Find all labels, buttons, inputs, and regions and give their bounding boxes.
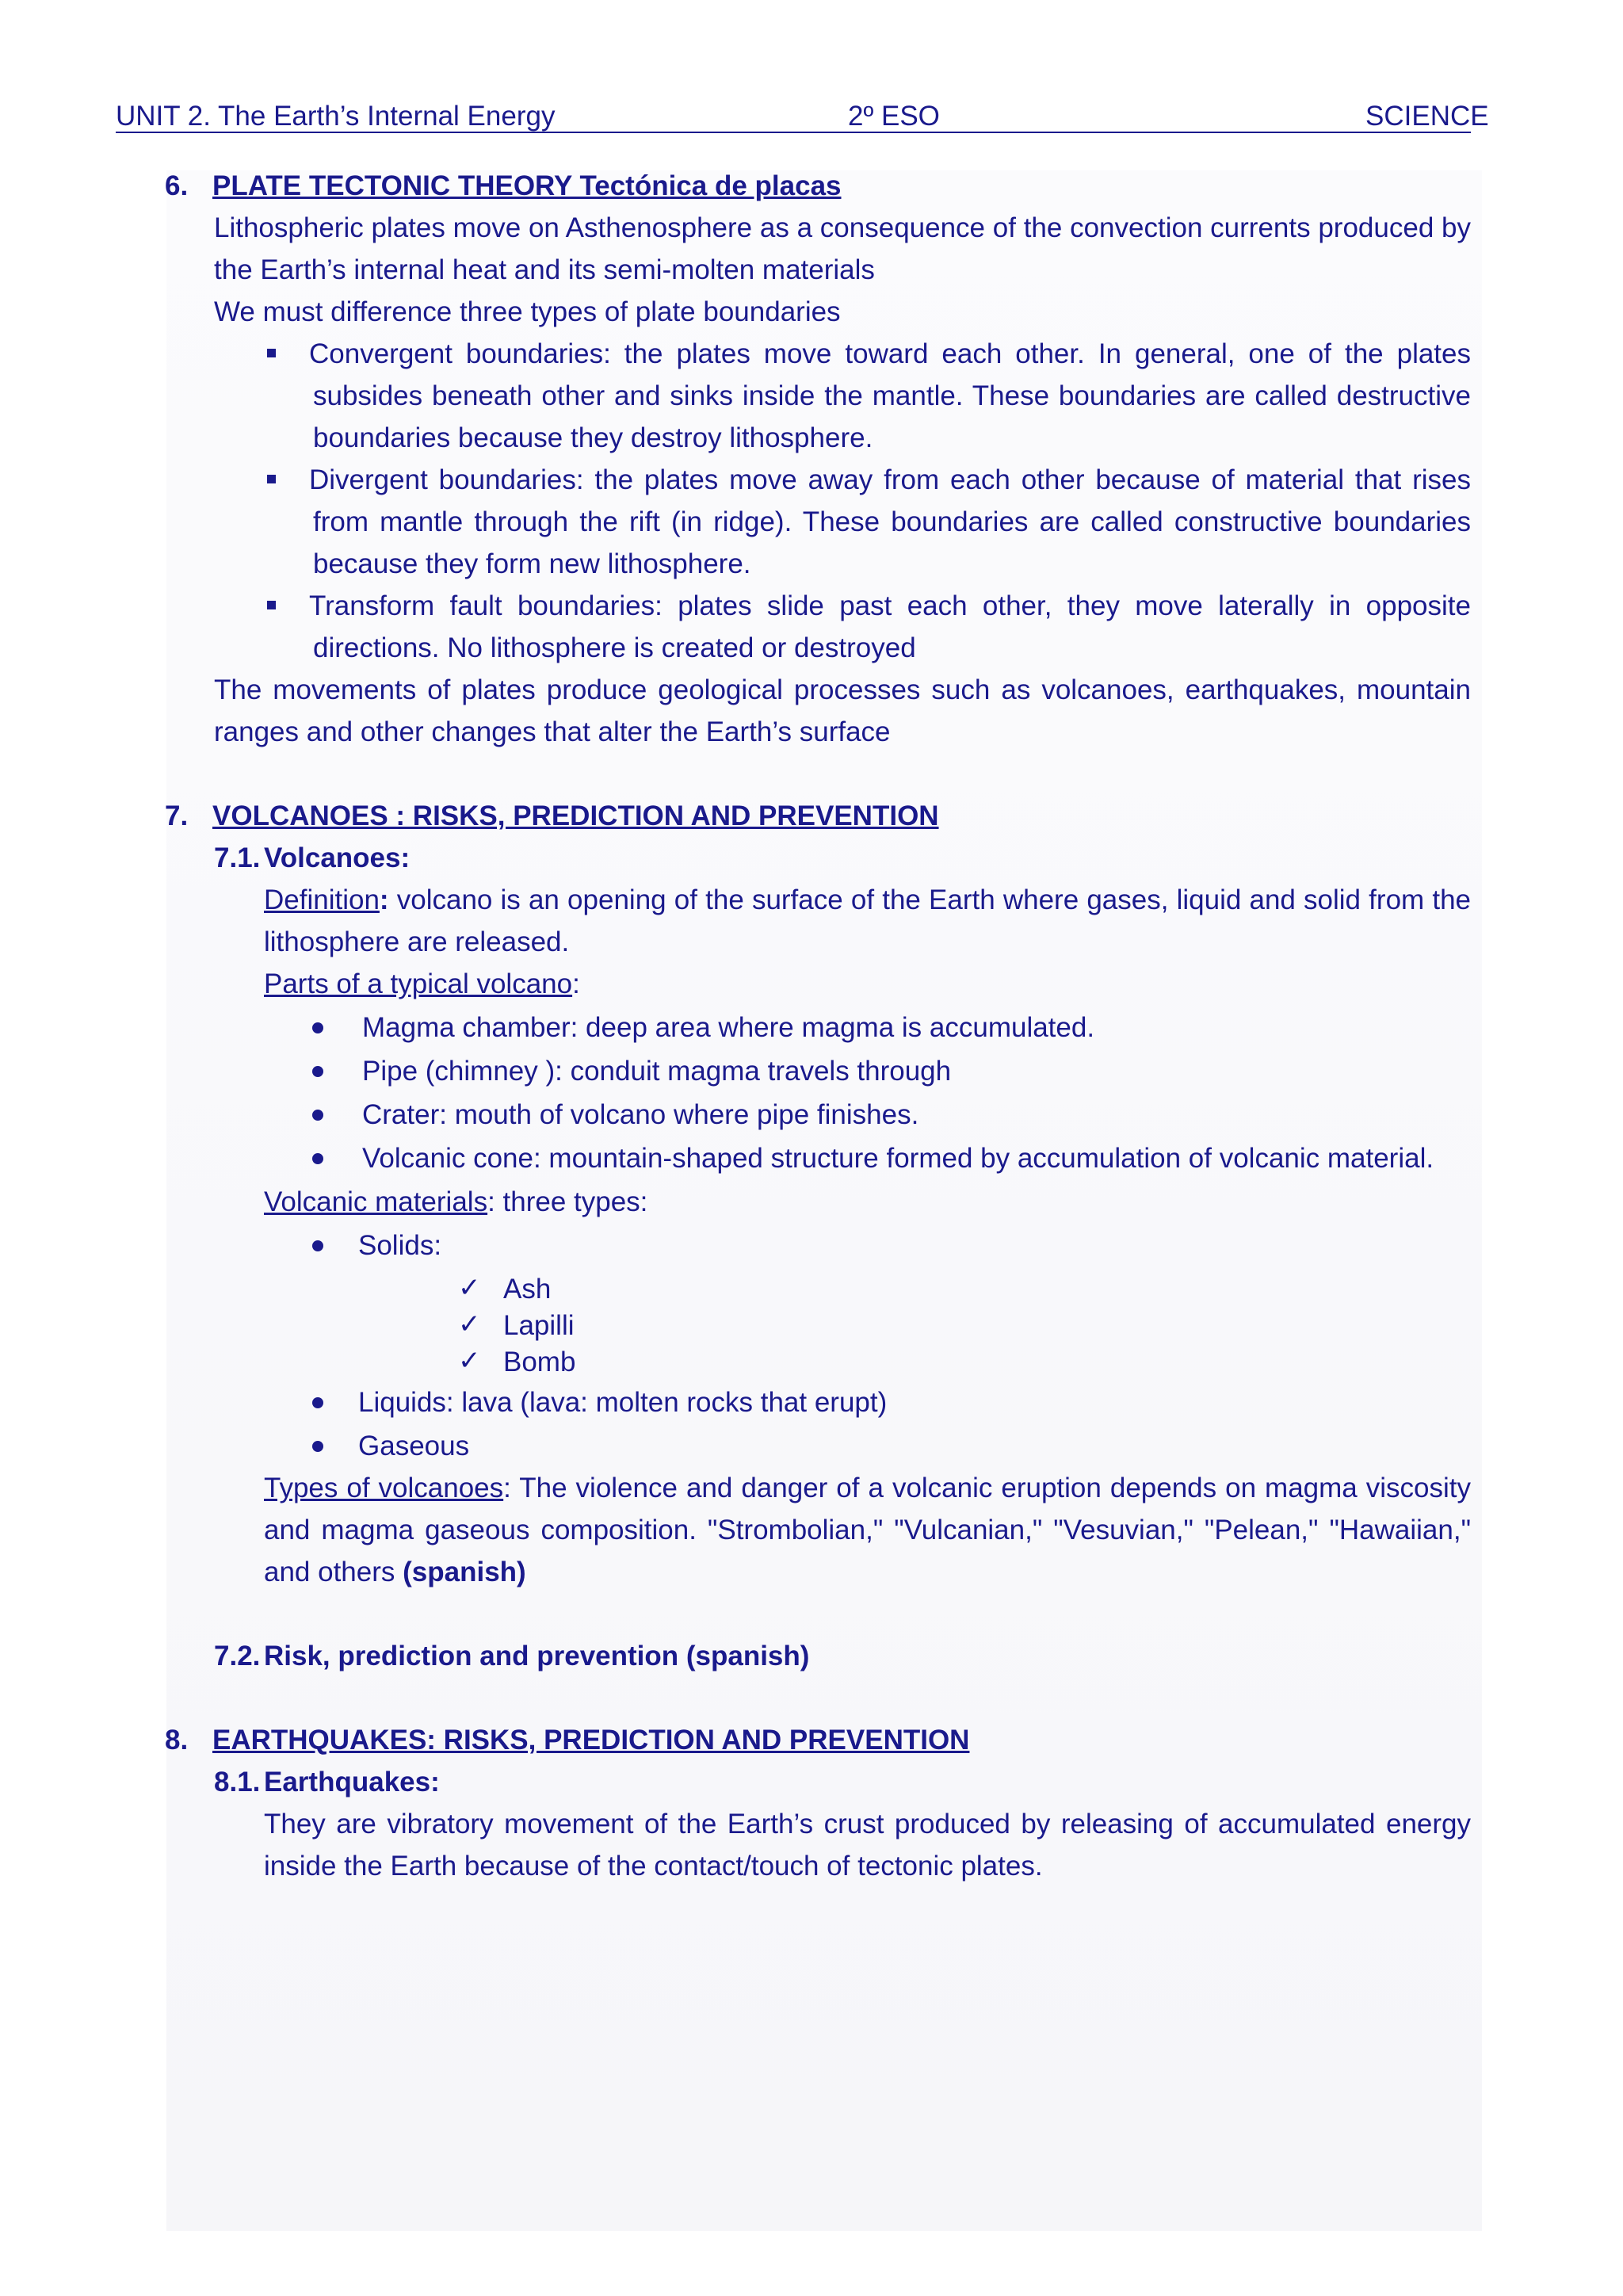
convergent-line-2: subsides beneath other and sinks inside the mantle. These boundaries are called destructive (313, 380, 1471, 411)
section-8-title: EARTHQUAKES: RISKS, PREDICTION AND PREVENTION (212, 1725, 970, 1755)
convergent-line-1: Convergent boundaries: the plates move toward each other. In general, one of the plates (309, 338, 1471, 369)
section-8-number: 8. (165, 1725, 189, 1755)
check-icon: ✓ (458, 1272, 481, 1304)
round-bullet-icon (312, 1153, 323, 1164)
definition-text: volcano is an opening of the surface of the Earth where gases, liquid and solid from the (388, 884, 1471, 915)
definition-line-1 (264, 884, 1471, 917)
header-level: 2º ESO (848, 101, 940, 132)
square-bullet-icon (267, 475, 276, 483)
types-line-1 (264, 1472, 1471, 1505)
earthquakes-line-2: inside the Earth because of the contact/touch of tectonic plates. (264, 1851, 1043, 1881)
s6-paragraph-2: We must difference three types of plate boundaries (214, 296, 841, 327)
part-item: Magma chamber: deep area where magma is accumulated. (362, 1012, 1095, 1043)
materials-text: : three types: (487, 1186, 648, 1217)
section-7-2-number: 7.2. (214, 1641, 261, 1671)
types-label: Types of volcanoes (264, 1473, 504, 1503)
part-item: Pipe (chimney ): conduit magma travels through (362, 1056, 952, 1087)
definition-line-2: lithosphere are released. (264, 926, 570, 957)
convergent-line-3: boundaries because they destroy lithosphere. (313, 422, 873, 453)
section-7-number: 7. (165, 800, 189, 831)
section-8-1-number: 8.1. (214, 1767, 261, 1797)
header-subject: SCIENCE (1365, 101, 1489, 132)
liquids-item: Liquids: lava (lava: molten rocks that erupt) (358, 1387, 888, 1418)
definition-colon: : (379, 884, 389, 915)
transform-line-2: directions. No lithosphere is created or destroyed (313, 632, 916, 663)
section-7-title: VOLCANOES : RISKS, PREDICTION AND PREVENTION (212, 800, 939, 831)
solid-ash: Ash (503, 1274, 552, 1305)
types-spanish-note: (spanish) (403, 1557, 526, 1587)
square-bullet-icon (267, 601, 276, 609)
section-6-number: 6. (165, 170, 189, 201)
solid-lapilli: Lapilli (503, 1310, 575, 1341)
section-8-1-title: Earthquakes: (264, 1767, 440, 1797)
parts-label: Parts of a typical volcano (264, 968, 573, 999)
check-icon: ✓ (458, 1308, 481, 1340)
header-rule (116, 132, 1471, 133)
gaseous-item: Gaseous (358, 1431, 470, 1461)
section-7-1-number: 7.1. (214, 842, 261, 873)
types-text: : The violence and danger of a volcanic eruption depends on magma viscosity (503, 1473, 1471, 1503)
earthquakes-line-1: They are vibratory movement of the Earth’s crust produced by releasing of accumulated energy (264, 1809, 1471, 1839)
transform-line-1: Transform fault boundaries: plates slide past each other, they move laterally in opposite (309, 590, 1471, 621)
section-6-title: PLATE TECTONIC THEORY Tectónica de placas (212, 170, 842, 201)
divergent-line-1: Divergent boundaries: the plates move away from each other because of material that rises (309, 464, 1471, 495)
round-bullet-icon (312, 1240, 323, 1251)
section-7-2-title: Risk, prediction and prevention (spanish) (264, 1641, 810, 1671)
section-7-1-title: Volcanoes: (264, 842, 411, 873)
solids-item: Solids: (358, 1230, 442, 1261)
square-bullet-icon (267, 349, 276, 357)
s6-paragraph-1-cont: the Earth’s internal heat and its semi-molten materials (214, 254, 875, 285)
check-icon: ✓ (458, 1345, 481, 1377)
definition-label: Definition (264, 884, 380, 915)
parts-colon: : (572, 968, 580, 999)
s6-paragraph-3: The movements of plates produce geological processes such as volcanoes, earthquakes, mountain (214, 674, 1471, 705)
part-item: Volcanic cone: mountain-shaped structure formed by accumulation of volcanic material. (362, 1143, 1434, 1174)
round-bullet-icon (312, 1022, 323, 1033)
types-line-2: and magma gaseous composition. "Strombolian," "Vulcanian," "Vesuvian," "Pelean," "Hawaiian," (264, 1515, 1471, 1545)
round-bullet-icon (312, 1441, 323, 1452)
part-item: Crater: mouth of volcano where pipe finishes. (362, 1099, 919, 1130)
solid-bomb: Bomb (503, 1347, 576, 1377)
parts-heading (264, 968, 580, 1001)
materials-heading (264, 1186, 647, 1219)
materials-label: Volcanic materials (264, 1186, 488, 1217)
round-bullet-icon (312, 1066, 323, 1077)
divergent-line-2: from mantle through the rift (in ridge). These boundaries are called constructive boundaries (313, 506, 1471, 537)
header-unit: UNIT 2. The Earth’s Internal Energy (116, 101, 556, 132)
round-bullet-icon (312, 1110, 323, 1121)
divergent-line-3: because they form new lithosphere. (313, 548, 751, 579)
round-bullet-icon (312, 1397, 323, 1408)
s6-paragraph-1: Lithospheric plates move on Asthenosphere as a consequence of the convection currents produced by (214, 212, 1471, 243)
s6-paragraph-3-cont: ranges and other changes that alter the Earth’s surface (214, 716, 891, 747)
types-text-end: and others (264, 1557, 403, 1587)
types-line-3 (264, 1556, 526, 1589)
